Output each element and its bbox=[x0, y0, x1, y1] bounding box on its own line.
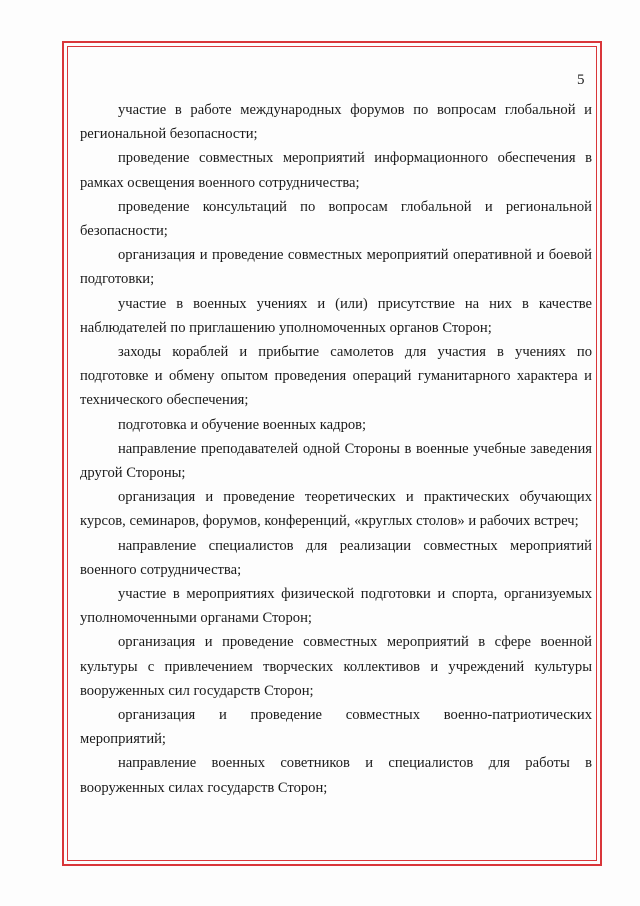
paragraph: проведение совместных мероприятий информационного обеспечения в рамках освещения военного сотрудничества; bbox=[80, 150, 592, 191]
paragraph: заходы кораблей и прибытие самолетов для участия в учениях по подготовке и обмену опытом проведения операций гуманитарного характера и технического обеспечения; bbox=[80, 344, 592, 409]
paragraph: направление преподавателей одной Стороны в военные учебные заведения другой Стороны; bbox=[80, 440, 592, 482]
paragraph: проведение консультаций по вопросам глобальной и региональной безопасности; bbox=[80, 198, 592, 240]
document-body bbox=[80, 98, 592, 800]
paragraph: подготовка и обучение военных кадров; bbox=[118, 416, 367, 433]
paragraph: участие в мероприятиях физической подготовки и спорта, организуемых уполномоченными органами Сторон; bbox=[80, 586, 592, 627]
paragraph: участие в военных учениях и (или) присутствие на них в качестве наблюдателей по приглашению уполномоченных органов Сторон; bbox=[80, 295, 592, 336]
paragraph: организация и проведение совместных мероприятий в сфере военной культуры с привлечением творческих коллективов и учреждений культуры вооруженных сил государств Сторон; bbox=[80, 634, 592, 699]
page-number: 5 bbox=[577, 72, 585, 88]
paragraph: организация и проведение теоретических и практических обучающих курсов, семинаров, форумов, конференций, «круглых столов» и рабочих встреч; bbox=[80, 489, 592, 530]
paragraph: организация и проведение совместных военно-патриотических мероприятий; bbox=[80, 707, 592, 748]
paragraph: направление военных советников и специалистов для работы в вооруженных силах государств Сторон; bbox=[80, 755, 592, 796]
paragraph: участие в работе международных форумов по вопросам глобальной и региональной безопасности; bbox=[80, 102, 592, 143]
paragraph: организация и проведение совместных мероприятий оперативной и боевой подготовки; bbox=[80, 247, 592, 288]
paragraph: направление специалистов для реализации совместных мероприятий военного сотрудничества; bbox=[80, 537, 592, 578]
